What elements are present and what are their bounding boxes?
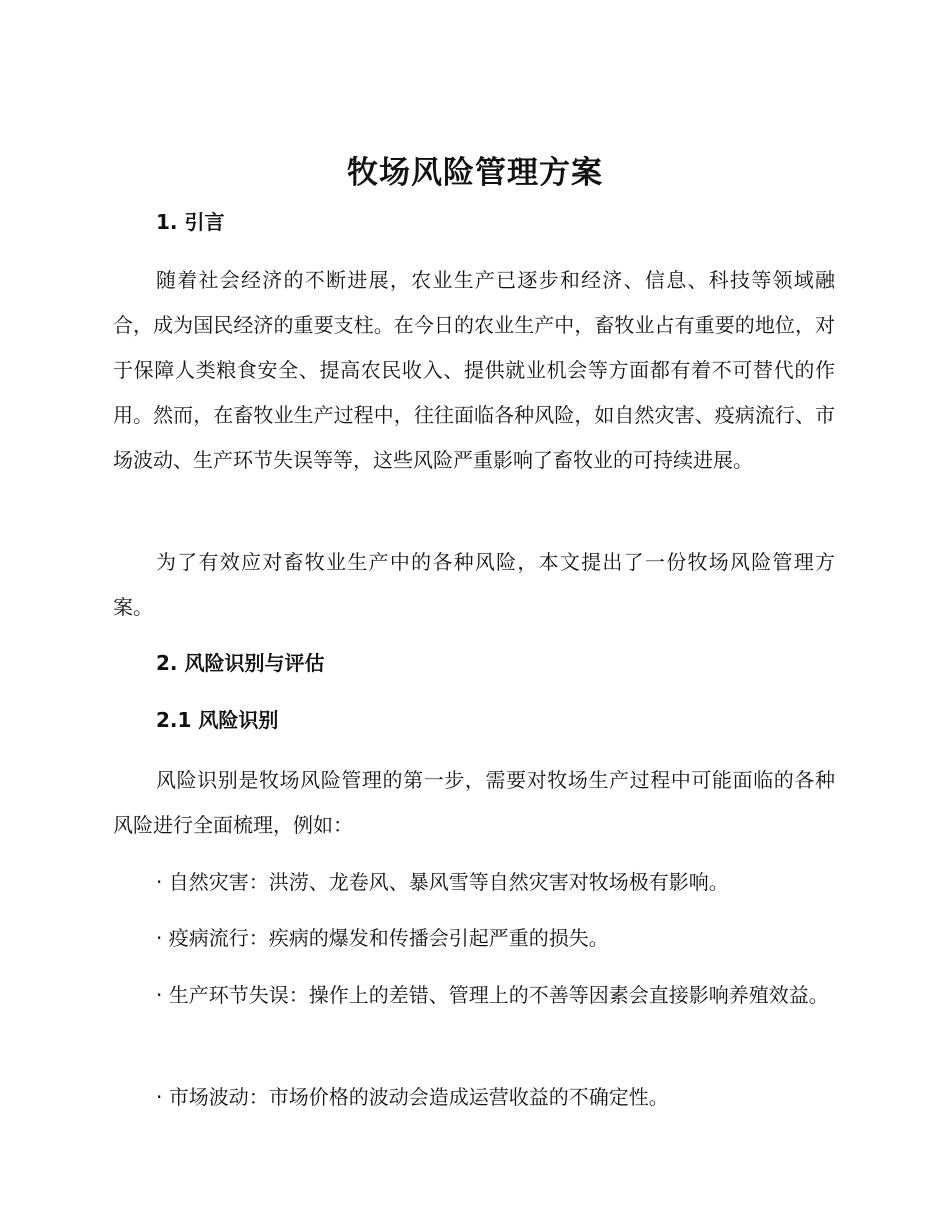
- paragraph-risk-identification: 风险识别是牧场风险管理的第一步，需要对牧场生产过程中可能面临的各种风险进行全面梳理，例如：: [113, 768, 835, 837]
- subsection-heading-risk-identification: 2.1 风险识别: [156, 708, 279, 732]
- paragraph-purpose: 为了有效应对畜牧业生产中的各种风险，本文提出了一份牧场风险管理方案。: [113, 550, 835, 619]
- list-item-natural-disaster: · 自然灾害：洪涝、龙卷风、暴风雪等自然灾害对牧场极有影响。: [156, 870, 729, 894]
- section-heading-introduction: 1. 引言: [156, 210, 225, 234]
- list-item-epidemic: · 疫病流行：疾病的爆发和传播会引起严重的损失。: [156, 926, 609, 950]
- list-item-production-error: · 生产环节失误：操作上的差错、管理上的不善等因素会直接影响养殖效益。: [156, 983, 829, 1007]
- document-title: 牧场风险管理方案: [347, 155, 603, 191]
- paragraph-introduction: 随着社会经济的不断进展，农业生产已逐步和经济、信息、科技等领域融合，成为国民经济的重要支柱。在今日的农业生产中，畜牧业占有重要的地位，对于保障人类粮食安全、提高农民收入、提供就业机会等方面都有着不可替代的作用。然而，在畜牧业生产过程中，往往面临各种风险，如自然灾害、疫病流行、市场波动、生产环节失误等等，这些风险严重影响了畜牧业的可持续进展。: [113, 268, 835, 472]
- section-heading-risk-identification-assessment: 2. 风险识别与评估: [156, 651, 325, 675]
- list-item-market-fluctuation: · 市场波动：市场价格的波动会造成运营收益的不确定性。: [156, 1085, 669, 1109]
